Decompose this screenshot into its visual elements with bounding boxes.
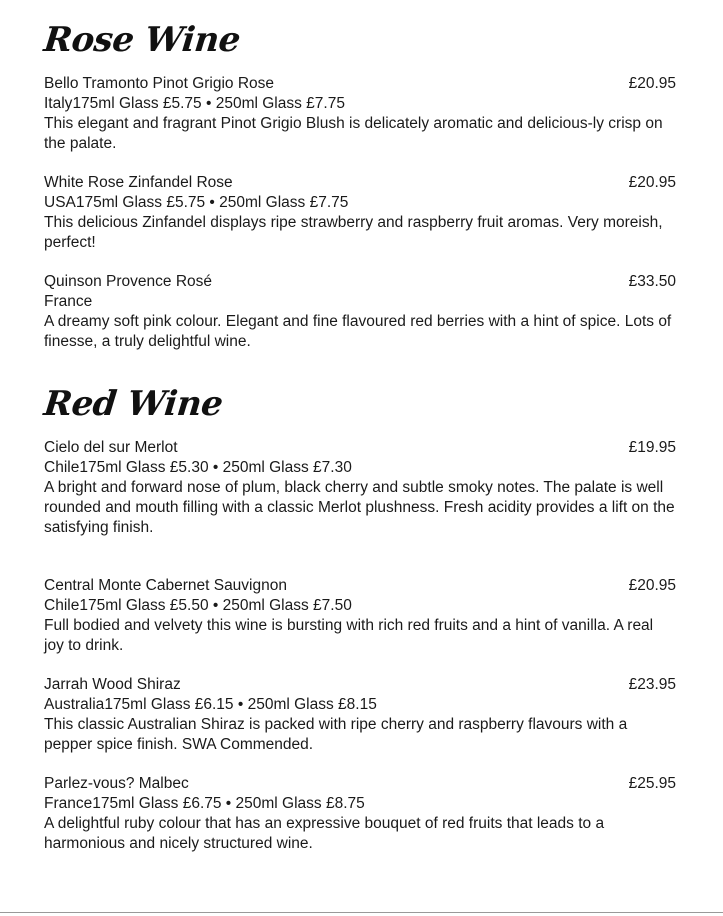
wine-description: Full bodied and velvety this wine is bursting with rich red fruits and a hint of vanilla. A real joy to drink. <box>44 617 654 654</box>
section-title-red-wine: Red Wine <box>41 384 225 424</box>
wine-glass-prices: 175ml Glass £6.15 • 250ml Glass £8.15 <box>104 696 377 713</box>
wine-glass-prices: 175ml Glass £5.75 • 250ml Glass £7.75 <box>72 95 345 112</box>
wine-origin: Chile <box>44 597 80 614</box>
wine-item <box>44 675 676 755</box>
wine-item <box>44 576 676 656</box>
wine-name: Cielo del sur Merlot <box>44 439 178 456</box>
wine-description: This delicious Zinfandel displays ripe strawberry and raspberry fruit aromas. Very moreish, perfect! <box>44 214 663 251</box>
wine-glass-prices: 175ml Glass £5.75 • 250ml Glass £7.75 <box>75 194 349 211</box>
wine-item <box>44 774 676 854</box>
wine-name: Jarrah Wood Shiraz <box>44 676 181 693</box>
wine-price: £19.95 <box>628 439 676 456</box>
wine-price: £20.95 <box>628 174 676 191</box>
wine-glass-prices: 175ml Glass £6.75 • 250ml Glass £8.75 <box>92 795 365 812</box>
wine-name: Bello Tramonto Pinot Grigio Rose <box>44 75 275 92</box>
wine-glass-prices: 175ml Glass £5.30 • 250ml Glass £7.30 <box>79 459 352 476</box>
wine-origin: France <box>44 293 93 310</box>
wine-name: White Rose Zinfandel Rose <box>44 174 233 191</box>
wine-item <box>44 173 676 253</box>
bottom-divider <box>0 912 723 913</box>
wine-origin: Australia <box>44 696 105 713</box>
wine-description: A dreamy soft pink colour. Elegant and fine flavoured red berries with a hint of spice. Lots of finesse, a truly delightful wine. <box>44 313 672 350</box>
wine-item <box>44 272 676 352</box>
wine-origin: France <box>44 795 93 812</box>
wine-price: £33.50 <box>628 273 676 290</box>
wine-name: Parlez-vous? Malbec <box>44 775 189 792</box>
wine-origin: Italy <box>44 95 73 112</box>
wine-description: This classic Australian Shiraz is packed with ripe cherry and raspberry flavours with a pepper spice finish. SWA Commended. <box>44 716 628 753</box>
wine-origin: Chile <box>44 459 80 476</box>
wine-item <box>44 438 676 538</box>
wine-description: A bright and forward nose of plum, black cherry and subtle smoky notes. The palate is well rounded and mouth filling with a classic Merlot plushness. Fresh acidity provides a lift on the satisfying finish. <box>44 479 675 536</box>
wine-item <box>44 74 676 154</box>
wine-description: This elegant and fragrant Pinot Grigio Blush is delicately aromatic and delicious-ly crisp on the palate. <box>44 115 663 152</box>
wine-price: £23.95 <box>628 676 676 693</box>
wine-name: Quinson Provence Rosé <box>44 273 213 290</box>
wine-name: Central Monte Cabernet Sauvignon <box>44 577 287 594</box>
wine-price: £20.95 <box>628 75 676 92</box>
wine-description: A delightful ruby colour that has an expressive bouquet of red fruits that leads to a harmonious and nicely structured wine. <box>44 815 605 852</box>
wine-price: £25.95 <box>628 775 676 792</box>
section-title-rose-wine: Rose Wine <box>41 20 243 60</box>
wine-origin: USA <box>44 194 76 211</box>
wine-glass-prices: 175ml Glass £5.50 • 250ml Glass £7.50 <box>79 597 352 614</box>
wine-price: £20.95 <box>628 577 676 594</box>
